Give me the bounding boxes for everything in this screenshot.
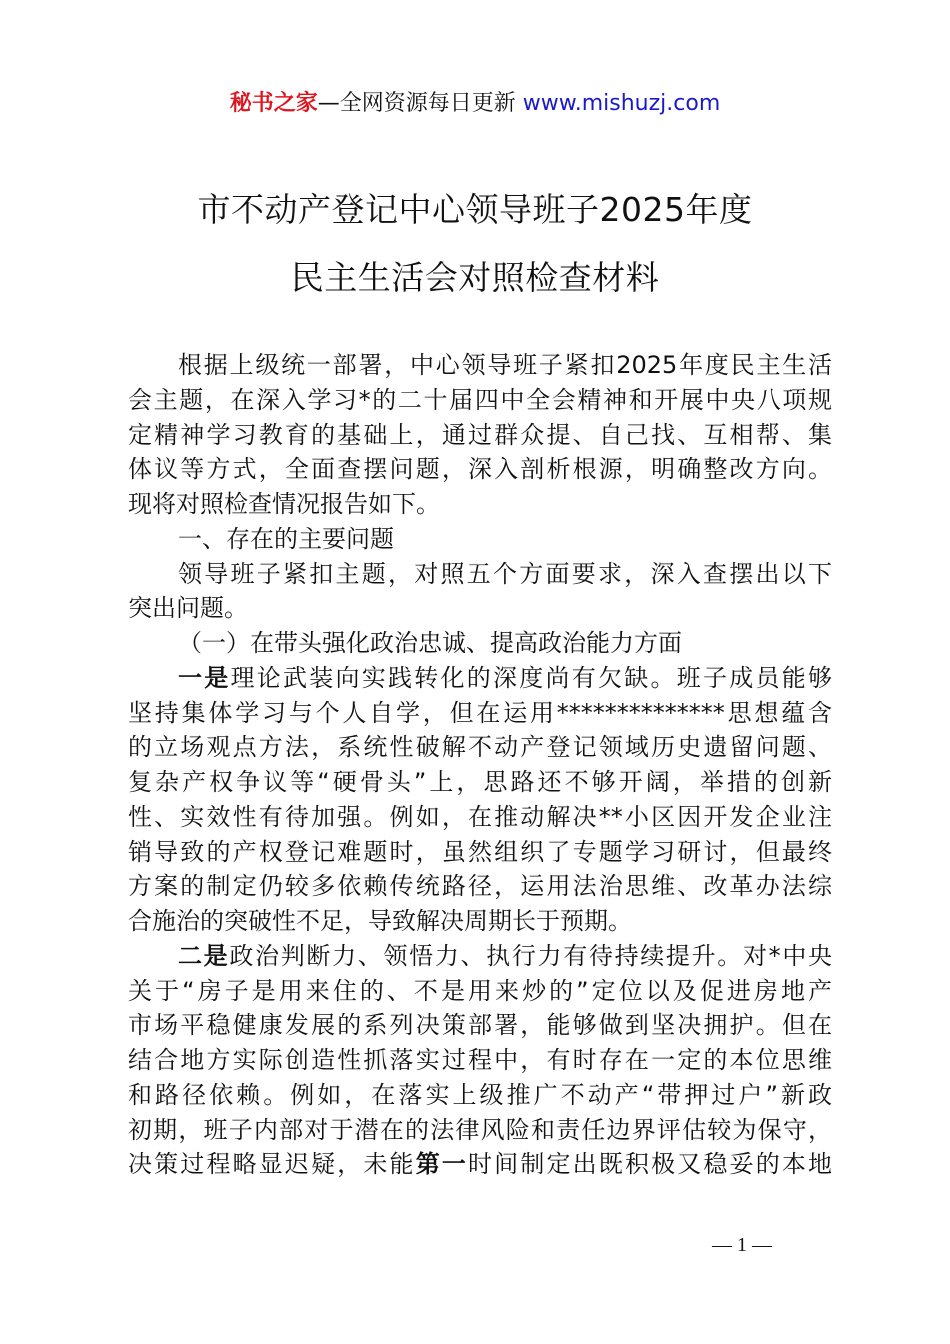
line-text: 方案的制定仍较多依赖传统路径，运用法治思维、改革办法综 [128,872,832,901]
text-line [128,730,832,765]
line-text: （一）在带头强化政治忠诚、提高政治能力方面 [178,629,682,657]
line-text: 结合地方实际创造性抓落实过程中，有时存在一定的本位思维 [128,1046,832,1074]
line-text: 合施治的突破性不足，导致解决周期长于预期。 [128,907,632,935]
document-title-line-1: 市不动产登记中心领导班子2025年度 [197,190,753,229]
text-line [128,939,832,974]
bold-lead-text: 一是 [178,663,231,692]
line-text: 政治判断力、领悟力、执行力有待持续提升。对*中央 [229,941,833,970]
line-text: 的立场观点方法，系统性破解不动产登记领域历史遗留问题、 [128,733,832,762]
line-text: 根据上级统一部署，中心领导班子紧扣2025年度民主生活 [178,351,832,379]
line-text: 体议等方式，全面查摆问题，深入剖析根源，明确整改方向。 [128,455,832,484]
text-line [128,696,832,731]
bold-lead-text: 第一 [415,1150,469,1179]
text-line [128,974,832,1009]
text-line [128,1043,832,1078]
line-text: 复杂产权争议等“硬骨头”上，思路还不够开阔，举措的创新 [128,768,832,796]
text-line [128,1078,832,1113]
line-text: 初期，班子内部对于潜在的法律风险和责任边界评估较为保守， [128,1115,832,1144]
text-line [128,765,832,800]
line-text: 突出问题。 [128,594,248,623]
text-line [128,522,832,557]
line-text: 理论武装向实践转化的深度尚有欠缺。班子成员能够 [230,663,832,692]
line-text: 性、实效性有待加强。例如，在推动解决**小区因开发企业注 [128,802,832,831]
site-url-link[interactable]: www.mishuzj.com [522,91,721,116]
brand-name: 秘书之家 [229,91,318,116]
text-line [128,557,832,592]
line-text: 市场平稳健康发展的系列决策部署，能够做到坚决拥护。但在 [128,1011,832,1040]
text-line [128,800,832,835]
text-line [128,904,832,939]
text-line [128,487,832,522]
line-text: 时间制定出既积极又稳妥的本地 [468,1150,833,1179]
banner-slogan: —全网资源每日更新 [317,91,523,116]
text-line [128,348,832,383]
text-line [128,591,832,626]
text-line [128,1008,832,1043]
text-line [128,869,832,904]
text-line [128,1147,832,1182]
document-title-line-2: 民主生活会对照检查材料 [290,258,660,297]
line-text: 一、存在的主要问题 [178,524,394,553]
site-banner [0,88,950,120]
line-text: 关于“房子是用来住的、不是用来炒的”定位以及促进房地产 [128,976,832,1005]
text-line [128,661,832,696]
line-text: 销导致的产权登记难题时，虽然组织了专题学习研讨，但最终 [128,837,832,866]
text-line [128,452,832,487]
text-line [128,835,832,870]
line-text: 定精神学习教育的基础上，通过群众提、自己找、互相帮、集 [128,420,832,449]
line-text: 坚持集体学习与个人自学，但在运用**************思想蕴含 [128,698,832,727]
text-line [128,626,832,661]
bold-lead-text: 二是 [178,941,230,970]
line-text: 现将对照检查情况报告如下。 [128,490,440,518]
document-body [128,348,832,1182]
text-line [128,383,832,418]
line-text: 会主题，在深入学习*的二十届四中全会精神和开展中央八项规 [128,385,832,414]
line-text: 领导班子紧扣主题，对照五个方面要求，深入查摆出以下 [178,559,832,588]
page-number: — 1 — [712,1234,772,1256]
text-line [128,1113,832,1148]
text-line [128,418,832,453]
line-text: 和路径依赖。例如，在落实上级推广不动产“带押过户”新政 [128,1080,832,1109]
line-text: 决策过程略显迟疑，未能 [128,1150,416,1179]
